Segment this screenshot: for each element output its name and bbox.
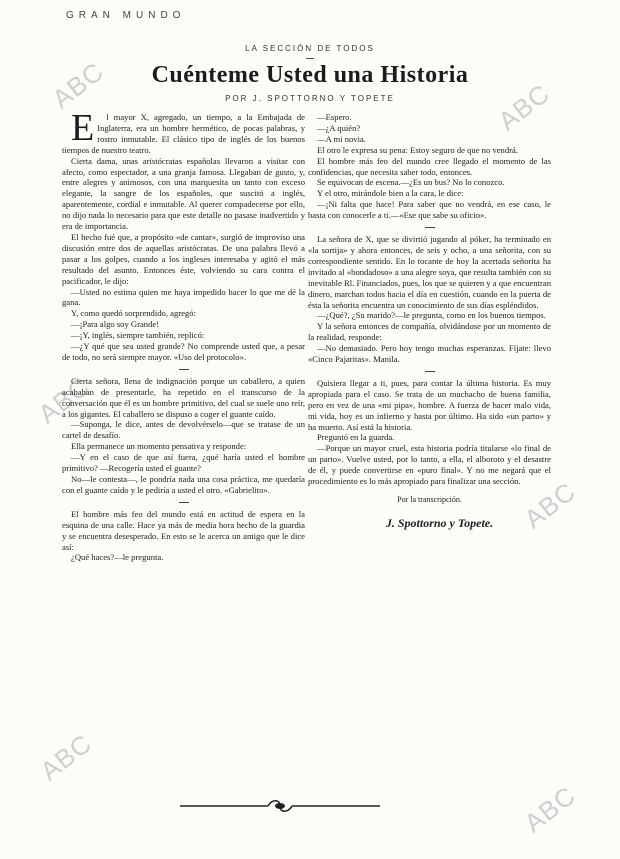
paragraph: El hecho fué que, a propósito «de cantar», surgió de improviso una discusión entre dos de aquellas aristócratas. De una palabra llevó a pasar a los golpes, cuando a los ingleses interesaba y agitó el más resultado del asunto. Entonces éste, volviendo su cara contra el pacificador, le dijo:	[62, 231, 305, 286]
paragraph: —Usted no estima quien me haya impedido hacer lo que me dé la gana.	[62, 286, 305, 308]
paragraph: El hombre más feo del mundo cree llegado el momento de las confidencias, que necesita saber todo, entonces.	[308, 155, 551, 177]
paragraph: El mayor X, agregado, un tiempo, a la Embajada de Inglaterra, era un hombre hermético, de pocas palabras, y rostro inmutable. El clásico tipo de inglés de los buenos tiempos de nuestro teatro.	[62, 107, 305, 155]
paragraph: Quisiera llegar a ti, pues, para contar la última historia. Es muy apropiada para el caso. Se trata de un muchacho de buena familia, pero en vez de una «mi pipa», hombre. A fuerza de hacer malo vida, mi vida, hoy es un infierno y hasta por último. Ha sido «un parto» y ha muerto. Así está la historia.	[308, 377, 551, 432]
paragraph: Cierta señora, llena de indignación porque un caballero, a quien acababan de presentarle, ha repetido en el transcurso de la conversación que él es un hombre primitivo, del cual se suele uno reír, a los gigantes. El caballero se dispuso a coger el guante caído.	[62, 375, 305, 419]
abc-watermark: ABC	[46, 55, 110, 115]
article-byline: POR J. SPOTTORNO Y TOPETE	[225, 94, 395, 103]
paragraph: Se equivocan de escena.—¿Es un bus? No lo conozco.	[317, 177, 505, 188]
paragraph: Y la señora entonces de compañía, olvidándose por un momento de la realidad, responde:	[308, 321, 551, 343]
paragraph: La señora de X, que se divirtió jugando al póker, ha terminado en «la sortija» y ahora entonces, de seis y ocho, a una señorita, con su correspondiente sentido. En lo tocante de hoy la acertada señorita ha invitado al «bondadoso» a una alegre soya, que resulta también con su inevitable Rl. Financiados, pues, los que se quieren y a que encuentran dinero, marchan todos hacia el día en cuestión, cuando en la puerta de ésta la señorita encuentra un conocimiento de sus días espléndidos.	[308, 234, 551, 310]
author-signature: J. Spottorno y Topete.	[385, 515, 494, 530]
signoff-note: Por la transcripción.	[397, 495, 462, 504]
abc-watermark: ABC	[32, 370, 96, 430]
section-label: LA SECCIÓN DE TODOS	[245, 44, 375, 53]
right-column	[308, 112, 551, 529]
paragraph: No—le contesta—, le pondría nada una cosa práctica, me quedaría con el guante caído y le pediría a usted el otro. «Gabrielito».	[62, 474, 305, 495]
paragraph: Preguntó en la guarda.	[317, 432, 395, 443]
paragraph: ¿Qué haces?—le pregunta.	[71, 552, 164, 563]
paragraph: Ella permanece un momento pensativa y responde:	[71, 441, 247, 452]
paragraph: —No demasiado. Pero hoy tengo muchas esperanzas. Fíjate: llevo «Cinco Pajaritas». Manila.	[308, 343, 551, 365]
paragraph: —Y en el caso de que así fuera, ¿qué haría usted el hombre primitivo? —Recogería usted el guante?	[62, 452, 305, 474]
paragraph: —Suponga, le dice, antes de devolvérselo—que se tratase de un cartel de desafío.	[62, 419, 305, 441]
article-title: Cuénteme Usted una Historia	[151, 62, 469, 88]
section-separator	[425, 371, 435, 372]
paragraph: —¡Para algo soy Grande!	[71, 319, 160, 330]
left-column	[62, 107, 305, 563]
section-separator	[179, 369, 189, 370]
paragraph: —Porque un mayor cruel, esta historia podría titularse «lo final de un parto». Vuelve usted, por lo tanto, a ella, el alboroto y el desastre de él, y puede convertirse en «puro final». Y no me negará que el procedimiento es lo más apropiado para finalizar una sección.	[308, 443, 551, 487]
abc-watermark: ABC	[518, 475, 582, 535]
paragraph: —¿A quién?	[317, 122, 361, 133]
abc-watermark: ABC	[518, 779, 582, 839]
section-separator	[425, 227, 435, 228]
paragraph: Y, como quedó sorprendido, agregó:	[71, 308, 196, 319]
paragraph: —¡Ni falta que hace! Para saber que no vendrá, en ese caso, le basta con conocerle a ti.—«Ese que sabe su oficio».	[308, 199, 551, 221]
title-divider	[306, 58, 314, 59]
paragraph: Y el otro, mirándole bien a la cara, le dice:	[317, 188, 464, 199]
decorative-ornament	[180, 798, 380, 814]
abc-watermark: ABC	[34, 727, 98, 787]
paragraph: —¿Y qué que sea usted grande? No comprende usted que, a pesar de todo, no será siempre mayor. «Uso del protocolo».	[62, 341, 305, 362]
section-separator	[179, 502, 189, 503]
paragraph: —Espero.	[317, 112, 352, 122]
paragraph: —¡Y, inglés, siempre también, replicó:	[71, 330, 205, 341]
running-head: GRAN MUNDO	[66, 10, 186, 21]
paragraph: El otro le expresa su pena: Estoy seguro de que no vendrá.	[317, 144, 518, 155]
paragraph: Cierta dama, unas aristócratas españolas llevaron a visitar con afecto, como espectador, a una granja famosa. Llegaban de gusto, y, entre alegres y animosos, con una marquesita un tanto con exceso elegante, la sangre de los españoles, que suscitó a inglés, aparentemente, cordial e inmutable. Al querer compadecerse por ello, no dijo nada lo necesario para que este detalle no pasase inadvertido y era de importancia.	[62, 155, 305, 232]
paragraph: —A mi novia.	[317, 133, 366, 144]
paragraph: —¿Qué?, ¿Su marido?—le pregunta, como en los buenos tiempos.	[317, 310, 546, 321]
abc-watermark: ABC	[492, 77, 556, 137]
paragraph: El hombre más feo del mundo está en actitud de espera en la esquina de una calle. Hace ya más de media hora hecho de la guardia y se encuentra desesperado. En esto se le acerca un amigo que le dice así:	[62, 508, 305, 552]
